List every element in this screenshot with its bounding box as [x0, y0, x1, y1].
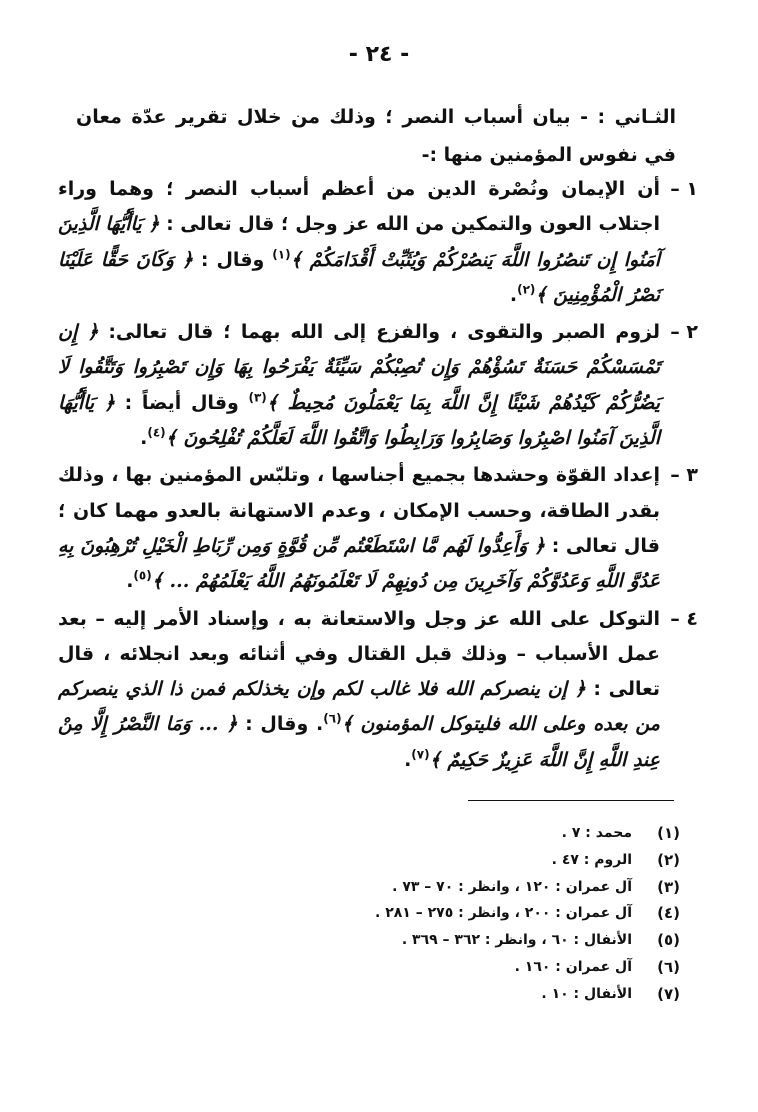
point-item-4 [58, 602, 698, 778]
footnotes-list [260, 820, 680, 1008]
footnote-item [260, 954, 680, 981]
point-body [58, 315, 660, 456]
point-marker: ٤ – [670, 607, 698, 630]
points-list [58, 172, 698, 780]
period: . [404, 748, 412, 771]
point-marker: ٢ – [670, 321, 698, 344]
footnote-ref: (٧) [411, 747, 430, 762]
quran-verse: ﴿ وَكَانَ حَقًّا عَلَيْنَا نَصْرُ الْمُؤْمِنِينَ ﴾ [58, 248, 660, 306]
period: . [509, 283, 518, 306]
point-marker: ٣ – [670, 464, 698, 487]
footnote-text: الأنفال : ٦٠ ، وانظر : ٣٦٢ – ٣٦٩ . [401, 932, 632, 949]
point-body [58, 458, 660, 599]
connector-text: وقال أيضاً : [124, 391, 239, 414]
period: . [140, 427, 148, 450]
footnote-ref: (٥) [133, 568, 152, 583]
quran-verse: ﴿ يَاأَيُّهَا الَّذِينَ آمَنُوا إِن تَنصُرُوا اللَّهَ يَنصُرْكُمْ وَيُثَبِّتْ أَقْدَامَكُمْ ﴾ [58, 213, 660, 271]
footnote-ref: (٣) [248, 390, 267, 405]
footnote-number: (١) [657, 824, 680, 842]
point-text: لزوم الصبر والتقوى ، والفزع إلى الله بهما ؛ قال تعالى: [108, 321, 661, 344]
footnote-item [260, 927, 680, 954]
footnote-item [260, 900, 680, 927]
quran-verse: ﴿ إِن تَمْسَسْكُمْ حَسَنَةٌ تَسُؤْهُمْ وَإِن تُصِبْكُمْ سَيِّئَةٌ يَفْرَحُوا بِهَا وَإِن تَصْبِرُوا وَتَتَّقُوا لَا يَضُرُّكُمْ كَيْدُهُمْ شَيْئًا إِنَّ اللَّهَ بِمَا يَعْمَلُونَ مُحِيطٌ ﴾ [58, 321, 660, 414]
point-body [58, 172, 660, 313]
footnote-number: (٥) [657, 931, 680, 950]
point-item-2 [58, 315, 698, 456]
footnote-separator [468, 800, 674, 801]
point-text: أن الإيمان ونُصْرة الدين من أعظم أسباب النصر ؛ وهما وراء اجتلاب العون والتمكين من الله عز وجل ؛ قال تعالى : [58, 178, 660, 236]
footnote-text: آل عمران : ١٦٠ . [514, 958, 632, 975]
footnote-ref: (٤) [147, 425, 166, 440]
page-number: - ٢٤ - [348, 42, 410, 67]
point-body [58, 602, 660, 778]
quran-verse: ﴿ يَاأَيُّهَا الَّذِينَ آمَنُوا اصْبِرُوا وَصَابِرُوا وَرَابِطُوا وَاتَّقُوا اللَّهَ لَعَلَّكُمْ تُفْلِحُونَ ﴾ [58, 391, 660, 450]
footnote-item [260, 981, 680, 1008]
footnote-number: (٦) [657, 957, 680, 976]
footnote-text: محمد : ٧ . [561, 825, 632, 841]
footnote-text: آل عمران : ١٢٠ ، وانظر : ٧٠ – ٧٣ . [392, 878, 632, 895]
footnote-text: آل عمران : ٢٠٠ ، وانظر : ٢٧٥ – ٢٨١ . [375, 905, 632, 922]
connector-text: . وقال : [245, 713, 324, 736]
quran-verse: ﴿ وَأَعِدُّوا لَهُم مَّا اسْتَطَعْتُم مِّن قُوَّةٍ وَمِن رِّبَاطِ الْخَيْلِ تُرْهِبُونَ بِهِ عَدُوَّ اللَّهِ وَعَدُوَّكُمْ وَآخَرِينَ مِن دُونِهِمْ لَا تَعْلَمُونَهُمُ اللَّهُ يَعْلَمُهُمْ ... ﴾ [58, 534, 660, 593]
point-text: التوكل على الله عز وجل والاستعانة به ، وإسناد الأمر إليه – بعد عمل الأسباب – وذلك قبل القتال وفي أثنائه وبعد انجلائه ، قال تعالى : [58, 607, 660, 701]
quran-verse: ﴿ إن ينصركم الله فلا غالب لكم وإن يخذلكم فمن ذا الذي ينصركم من بعده وعلى الله فليتوكل المؤمنون ﴾ [58, 678, 660, 736]
footnote-item [260, 874, 680, 901]
point-item-1 [58, 172, 698, 313]
footnote-item [260, 847, 680, 874]
footnote-number: (٣) [657, 877, 680, 896]
footnote-item [260, 820, 680, 847]
footnote-text: الروم : ٤٧ . [551, 851, 632, 868]
footnote-number: (٧) [657, 984, 680, 1003]
footnote-number: (٢) [657, 850, 680, 869]
footnote-number: (٤) [657, 904, 680, 923]
point-item-3 [58, 458, 698, 599]
period: . [126, 570, 134, 593]
footnote-text: الأنفال : ١٠ . [541, 985, 632, 1002]
quran-verse: ﴿ ... وَمَا النَّصْرُ إِلَّا مِنْ عِندِ اللَّهِ إِنَّ اللَّهَ عَزِيزٌ حَكِيمٌ ﴾ [58, 713, 660, 771]
point-marker: ١ – [670, 178, 698, 200]
footnote-ref: (١) [272, 247, 291, 262]
connector-text: وقال : [200, 248, 265, 271]
intro-paragraph: الثـاني : - بيان أسباب النصر ؛ وذلك من خلال تقرير عدّة معان في نفوس المؤمنين منها :- [76, 106, 676, 166]
footnote-ref: (٦) [323, 712, 342, 727]
point-text: إعداد القوّة وحشدها بجميع أجناسها ، وتلبّس المؤمنين بها ، وذلك بقدر الطاقة، وحسب الإمكان ، وعدم الاستهانة بالعدو مهما كان ؛ قال تعالى : [58, 464, 660, 557]
footnote-ref: (٢) [517, 282, 536, 297]
